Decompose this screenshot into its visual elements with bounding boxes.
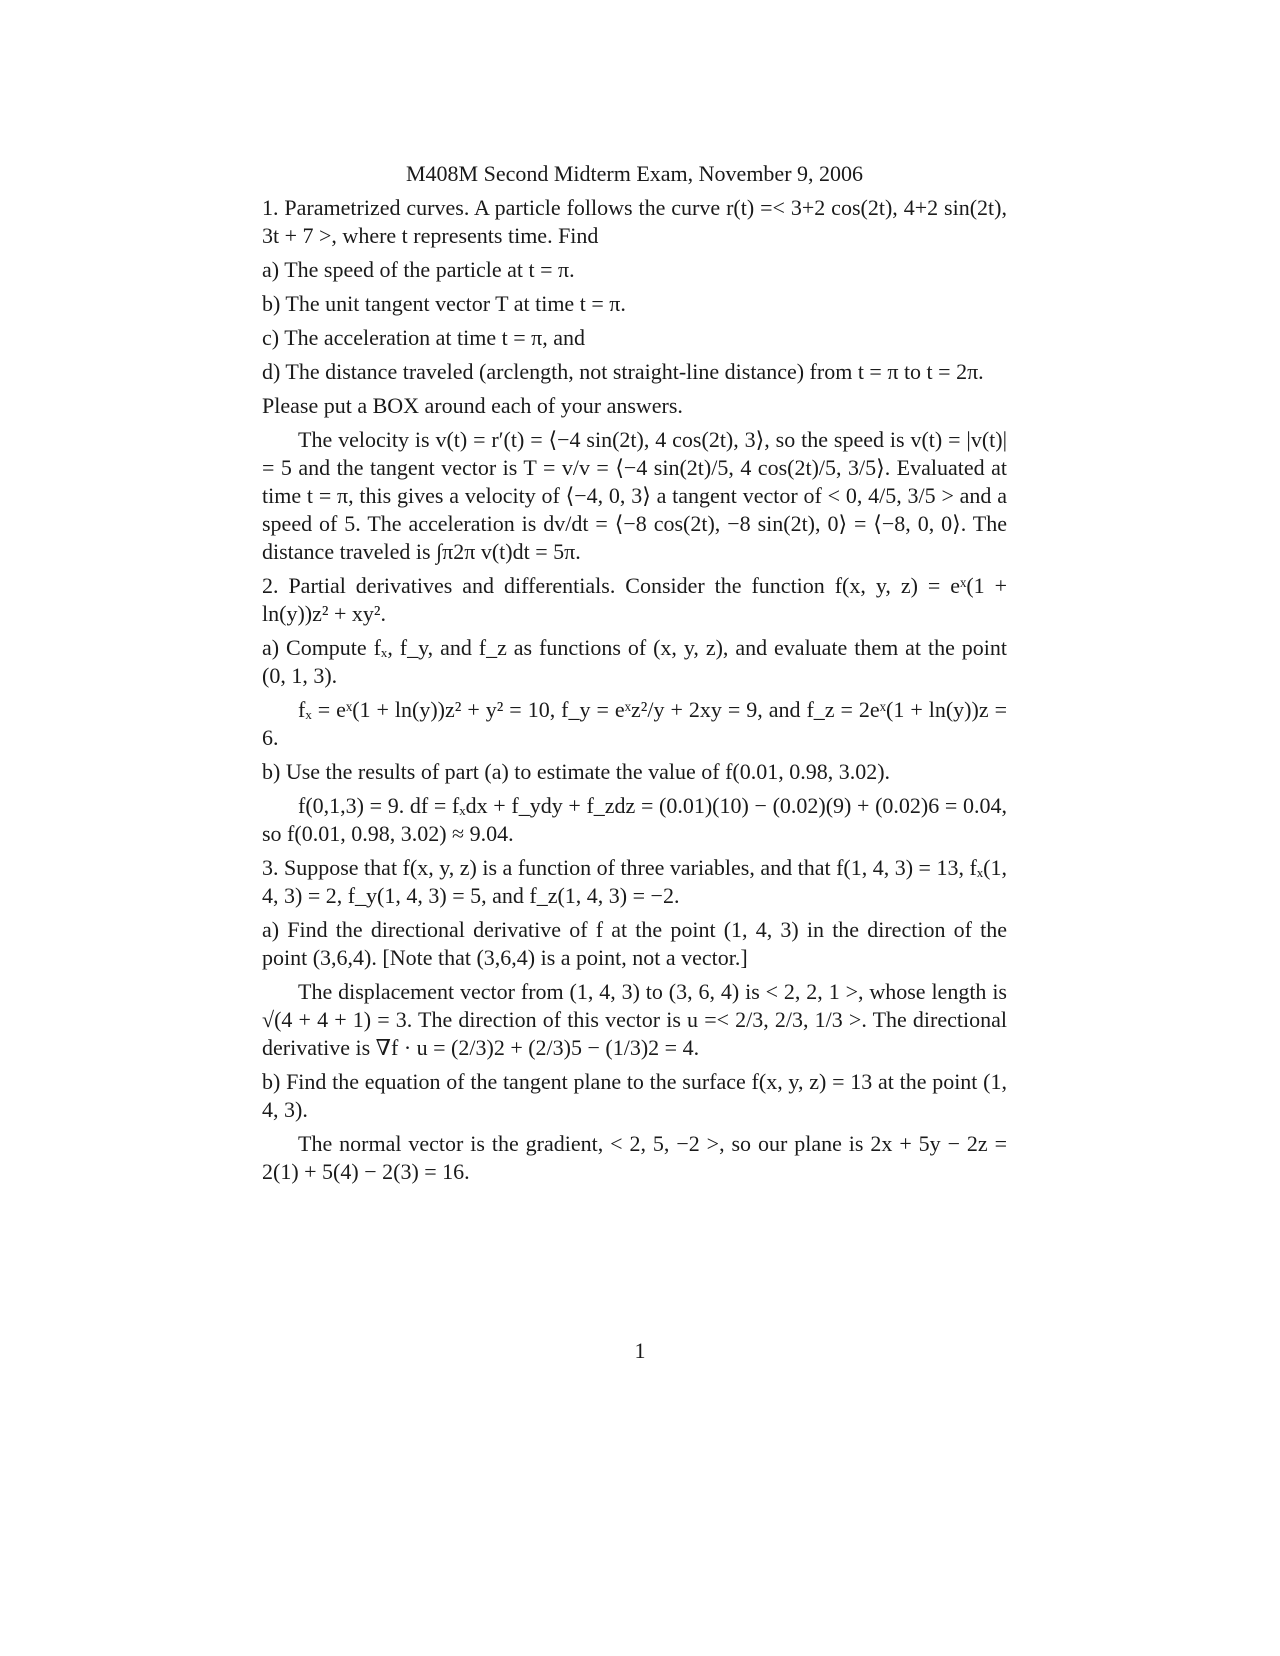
problem-3-part-b: b) Find the equation of the tangent plane to the surface f(x, y, z) = 13 at the point (1, 4, 3).: [262, 1069, 1007, 1122]
exam-title: M408M Second Midterm Exam, November 9, 2006: [405, 161, 864, 186]
page-number: 1: [634, 1338, 646, 1363]
problem-2-part-b-solution: f(0,1,3) = 9. df = fₓdx + f_ydy + f_zdz = (0.01)(10) − (0.02)(9) + (0.02)6 = 0.04, so f(0.01, 0.98, 3.02) ≈ 9.04.: [262, 793, 1007, 846]
problem-1-part-a: a) The speed of the particle at t = π.: [262, 257, 575, 282]
problem-3-part-a: a) Find the directional derivative of f at the point (1, 4, 3) in the direction of the point (3,6,4). [Note that (3,6,4) is a point, not a vector.]: [262, 917, 1007, 970]
problem-2-part-a-solution: fₓ = eˣ(1 + ln(y))z² + y² = 10, f_y = eˣz²/y + 2xy = 9, and f_z = 2eˣ(1 + ln(y))z = 6.: [262, 697, 1007, 750]
problem-2-part-b: b) Use the results of part (a) to estimate the value of f(0.01, 0.98, 3.02).: [262, 759, 891, 784]
problem-3-part-a-solution: The displacement vector from (1, 4, 3) to (3, 6, 4) is < 2, 2, 1 >, whose length is √(4 + 4 + 1) = 3. The direction of this vector is u =< 2/3, 2/3, 1/3 >. The directional derivative is ∇f · u = (2/3)2 + (2/3)5 − (1/3)2 = 4.: [262, 979, 1007, 1060]
problem-1-part-d: d) The distance traveled (arclength, not straight-line distance) from t = π to t = 2π.: [262, 359, 984, 384]
problem-1-solution: The velocity is v(t) = r′(t) = ⟨−4 sin(2t), 4 cos(2t), 3⟩, so the speed is v(t) = |v(t)| = 5 and the tangent vector is T = v/v = ⟨−4 sin(2t)/5, 4 cos(2t)/5, 3/5⟩. Evaluated at time t = π, this gives a velocity of ⟨−4, 0, 3⟩ a tangent vector of < 0, 4/5, 3/5 > and a speed of 5. The acceleration is dv/dt = ⟨−8 cos(2t), −8 sin(2t), 0⟩ = ⟨−8, 0, 0⟩. The distance traveled is ∫π2π v(t)dt = 5π.: [262, 427, 1007, 564]
problem-1-part-c: c) The acceleration at time t = π, and: [262, 325, 586, 350]
problem-1-part-b: b) The unit tangent vector T at time t = π.: [262, 291, 626, 316]
problem-1-intro: 1. Parametrized curves. A particle follows the curve r(t) =< 3+2 cos(2t), 4+2 sin(2t), 3t + 7 >, where t represents time. Find: [262, 195, 1007, 248]
problem-3-part-b-solution: The normal vector is the gradient, < 2, 5, −2 >, so our plane is 2x + 5y − 2z = 2(1) + 5(4) − 2(3) = 16.: [262, 1131, 1007, 1184]
problem-3-intro: 3. Suppose that f(x, y, z) is a function of three variables, and that f(1, 4, 3) = 13, fₓ(1, 4, 3) = 2, f_y(1, 4, 3) = 5, and f_z(1, 4, 3) = −2.: [262, 855, 1007, 908]
exam-page: [262, 160, 1007, 1192]
problem-2-intro: 2. Partial derivatives and differentials. Consider the function f(x, y, z) = eˣ(1 + ln(y))z² + xy².: [262, 573, 1007, 626]
problem-1-instruction: Please put a BOX around each of your answers.: [262, 393, 683, 418]
problem-2-part-a: a) Compute fₓ, f_y, and f_z as functions of (x, y, z), and evaluate them at the point (0, 1, 3).: [262, 635, 1007, 688]
